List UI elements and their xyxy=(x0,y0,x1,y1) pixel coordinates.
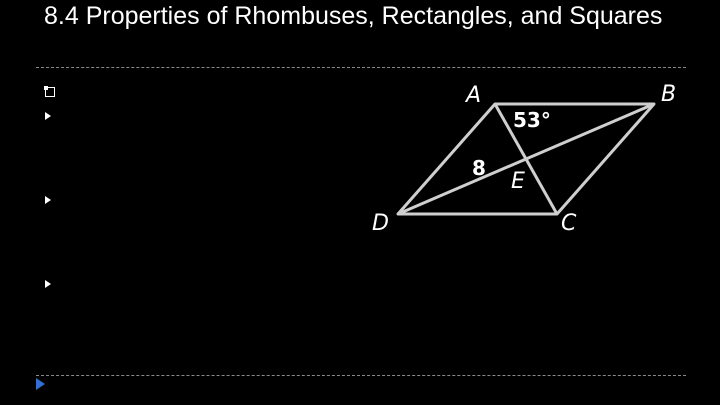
slide-title: 8.4 Properties of Rhombuses, Rectangles, and Squares xyxy=(44,2,663,30)
angle-label: 53° xyxy=(513,108,551,132)
intersection-label-e: E xyxy=(511,169,525,194)
vertex-label-c: C xyxy=(561,211,577,236)
vertex-label-b: B xyxy=(661,82,677,107)
vertex-label-d: D xyxy=(372,211,389,236)
vertex-label-a: A xyxy=(466,83,482,108)
next-slide-arrow-icon[interactable] xyxy=(36,378,45,390)
length-label: 8 xyxy=(472,156,486,180)
footer-divider xyxy=(36,375,686,376)
